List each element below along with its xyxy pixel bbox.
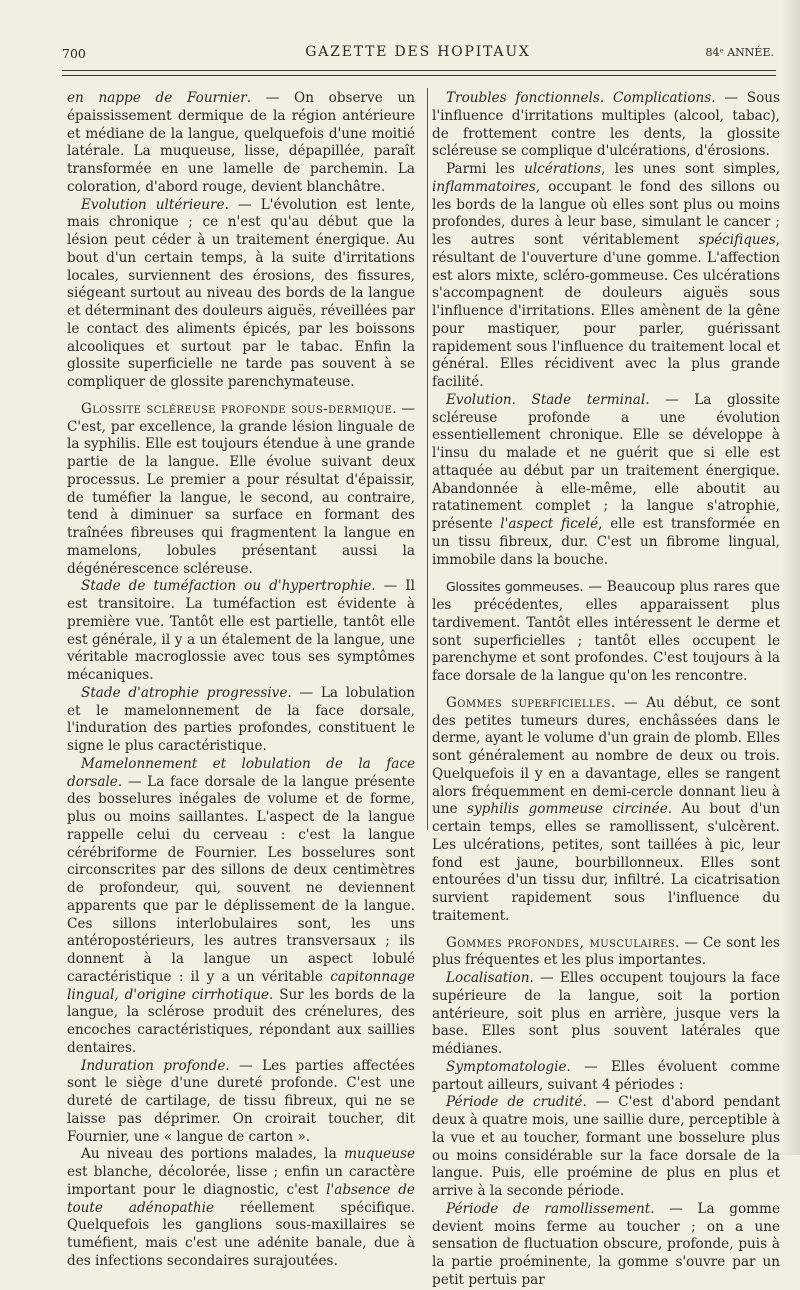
section-heading: Gommes superficielles (446, 694, 611, 711)
text-run: . — Elles évoluent comme partout ailleurs, suivant 4 périodes : (432, 1058, 780, 1093)
paragraph (432, 1059, 780, 1095)
italic-run: l'aspect ficelé (500, 516, 599, 532)
text-run: . — Les parties affectées sont le siège d'une dureté profonde. C'est une dureté de cartilage, de tissu fibreux, qui ne se laisse pas déprimer. On croirait toucher, dit Fournier, une « langue de carton ». (67, 1057, 415, 1145)
text-run: . — La face dorsale de la langue présente des bosselures inégales de volume et de forme, plus ou moins saillantes. L'aspect de la langue rappelle celui du cerveau : c'est la langue cérébriforme de Fournier. Les bosselures sont circonscrites par des sillons de deux centimètres de profondeur, qui, souvent ne deviennent apparents que par le déplissement de la langue. Ces sillons interlobulaires sont, les uns antéropostérieurs, les autres transversaux ; ils donnent à la langue un aspect lobulé caractéristique : il y a un véritable (67, 773, 415, 985)
italic-run: Evolution. Stade terminal (446, 391, 646, 408)
text-run: . — Elles occupent toujours la face supérieure de la langue, soit la portion antérieure, soit plus en arrière, jusque vers la base. Elles sont plus souvent latérales que médianes. (432, 970, 780, 1057)
text-run: . — Sous l'influence d'irritations multiples (alcool, tabac), de frottement contre les dents, la glossite scléreuse se complique d'ulcérations, d'érosions. (432, 90, 780, 160)
text-run: réellement spécifique. Quelquefois les ganglions sous-maxillaires se tuméfient, mais c'est une adénite banale, due à des infections secondaires surajoutées. (67, 1199, 415, 1269)
text-run: . — L'évolution est lente, mais chronique ; ce n'est qu'au début que la lésion peut céder à un traitement énergique. Au bout d'un certain temps, à la suite d'irritations locales, surviennent des érosions, des fissures, siégeant surtout au niveau des bords de la langue et déterminant des douleurs aiguës, réveillées par le contact des aliments épicés, par les boissons alcooliques et surtout par le tabac. Enfin la glossite superficielle ne tarde pas souvent à se compliquer de glossite parenchymateuse. (67, 196, 415, 390)
italic-run: Localisation (446, 970, 530, 986)
header-rule-bottom (62, 75, 776, 76)
italic-run: Période de crudité (446, 1094, 583, 1111)
text-run: , les unes sont simples, (601, 161, 780, 177)
italic-run: inflammatoires (432, 178, 536, 195)
text-run: . Au bout d'un certain temps, elles se ramollissent, s'ulcèrent. Les ulcérations, petites, sont taillées à pic, leur fond est jaune, bourbillonneux. Elles sont entourées d'un tissu dur, infiltré. La cicatrisation survient rapidement sous l'influence du traitement. (432, 801, 780, 924)
italic-run: Période de ramollissement (446, 1200, 651, 1217)
italic-run: Symptomatologie (446, 1058, 567, 1075)
italic-run: Induration profonde (81, 1057, 226, 1074)
paragraph (67, 1146, 415, 1270)
text-run: , résultant de l'ouverture d'une gomme. L'affection est alors mixte, scléro-gommeuse. Ces ulcérations s'accompagnent de douleurs aiguës sous l'influence d'irritations. Elles amènent de la gêne pour mastiquer, pour parler, guérissant rapidement sous l'influence du traitement local et général. Elles récidivent avec la plus grande facilité. (432, 232, 780, 390)
left-column (67, 90, 415, 1271)
text-run: . — Ce sont les plus fréquentes et les plus importantes. (432, 934, 780, 969)
paragraph (432, 1201, 780, 1290)
italic-run: Evolution ultérieure (81, 196, 225, 213)
paragraph (67, 1058, 415, 1147)
paragraph (67, 578, 415, 685)
text-run: , elle est transformée en un tissu fibreux, dur. C'est un fibrome lingual, immobile dans la bouche. (432, 516, 780, 568)
section-heading: Glossites gommeuses (446, 579, 580, 595)
text-run: . — Il est transitoire. La tuméfaction est évidente à première vue. Tantôt elle est partielle, tantôt elle est générale, il y a un étalement de la langue, une véritable macroglossie avec tous ses symptômes mécaniques. (67, 578, 415, 683)
paragraph (432, 392, 780, 570)
paragraph (67, 756, 415, 1058)
paragraph (432, 161, 780, 392)
paragraph (432, 578, 780, 686)
column-divider (427, 88, 428, 830)
right-column (432, 90, 780, 1290)
page-number: 700 (62, 46, 86, 61)
page-edge-shadow (782, 0, 800, 1155)
page-header (62, 42, 774, 66)
paragraph (67, 90, 415, 197)
text-run: . — La lobulation et le mamelonnement de la face dorsale, l'induration des parties profondes, constituent le signe le plus caractéristique. (67, 684, 415, 754)
italic-run: Stade d'atrophie progressive (81, 684, 288, 701)
text-run: Au niveau des portions malades, la (81, 1146, 345, 1163)
paragraph (67, 197, 415, 392)
journal-title: GAZETTE DES HOPITAUX (305, 44, 531, 60)
text-run: est blanche, décolorée, lisse ; enfin un caractère important pour le diagnostic, c'est (67, 1164, 415, 1198)
paragraph (67, 685, 415, 756)
text-run: . — C'est, par excellence, la grande lésion linguale de la syphilis. Elle est toujours étendue à une grande partie de la langue. Elle évolue suivant deux processus. Le premier a pour résultat d'épaissir, de tuméfier la langue, le second, au contraire, tend à diminuer sa surface en formant des traînées fibreuses qui fragmentent la langue en mamelons, lobules présentant aussi la dégénérescence scléreuse. (67, 400, 415, 577)
italic-run: capitonnage lingual, d'origine cirrhotique (67, 968, 415, 1003)
paragraph (432, 935, 780, 971)
italic-run: Troubles fonctionnels. Complications (446, 90, 712, 106)
section-heading: Gommes profondes, musculaires (446, 934, 676, 951)
paragraph (432, 970, 780, 1059)
text-run: . — La gomme devient moins ferme au toucher ; on a une sensation de fluctuation obscure, profonde, puis à la partie proéminente, la gomme s'ouvre par un petit pertuis par (432, 1200, 780, 1288)
paragraph (432, 90, 780, 161)
year-label: 84ᵉ ANNÉE. (705, 46, 774, 59)
italic-run: syphilis gommeuse circinée (467, 801, 668, 818)
italic-run: Mamelonnement et lobulation de la face dorsale (67, 755, 415, 790)
text-run: . Sur les bords de la langue, la sclérose produit des crénelures, des encoches caractéristiques, répondant aux saillies dentaires. (67, 986, 415, 1056)
text-run: . — Beaucoup plus rares que les précédentes, elles apparaissent plus tardivement. Tantôt elles intéressent le derme et sont superficielles ; tantôt elles occupent le parenchyme et sont profondes. C'est toujours à la face dorsale de la langue qu'on les rencontre. (432, 579, 780, 684)
text-run: , occupant le fond des sillons ou les bords de la langue où elles sont plus ou moins profondes, dures à leur base, simulant le cancer ; les autres sont véritablement (432, 178, 780, 248)
italic-run: ulcérations (524, 161, 602, 177)
italic-run: l'absence de toute adénopathie (67, 1181, 415, 1216)
paragraph (67, 401, 415, 579)
text-run: . — La glossite scléreuse profonde a une évolution essentiellement chronique. Elle se développe à l'insu du malade et ne guérit que si elle est attaquée au début par un traitement énergique. Abandonnée à elle-même, elle aboutit au ratatinement complet ; la langue s'atrophie, présente (432, 391, 780, 532)
italic-run: muqueuse (344, 1146, 415, 1163)
header-rule-top (62, 70, 776, 71)
text-run: . — On observe un épaississement dermique de la région antérieure et médiane de la langue, quelquefois d'une moitié latérale. La muqueuse, lisse, dépapillée, paraît transformée en une lamelle de parchemin. La coloration, d'abord rouge, devient blanchâtre. (67, 90, 415, 195)
text-run: . — C'est d'abord pendant deux à quatre mois, une saillie dure, perceptible à la vue et au toucher, formant une bosselure plus ou moins considérable sur la face dorsale de la langue. Puis, elle proémine de plus en plus et arrive à la seconde période. (432, 1094, 780, 1199)
paragraph (432, 1094, 780, 1201)
italic-run: en nappe de Fournier (67, 90, 247, 106)
text-run: Parmi les (446, 161, 525, 177)
text-run: . — Au début, ce sont des petites tumeurs dures, enchâssées dans le derme, ayant le volume d'un grain de plomb. Elles sont généralement au nombre de deux ou trois. Quelquefois il y en a davantage, elles se rangent alors fréquemment en demi-cercle donnant lieu à une (432, 694, 780, 818)
italic-run: spécifiques (698, 232, 776, 248)
italic-run: Stade de tuméfaction ou d'hypertrophie (81, 578, 372, 595)
section-heading: Glossite scléreuse profonde sous-dermique (81, 400, 393, 417)
paragraph (432, 695, 780, 926)
